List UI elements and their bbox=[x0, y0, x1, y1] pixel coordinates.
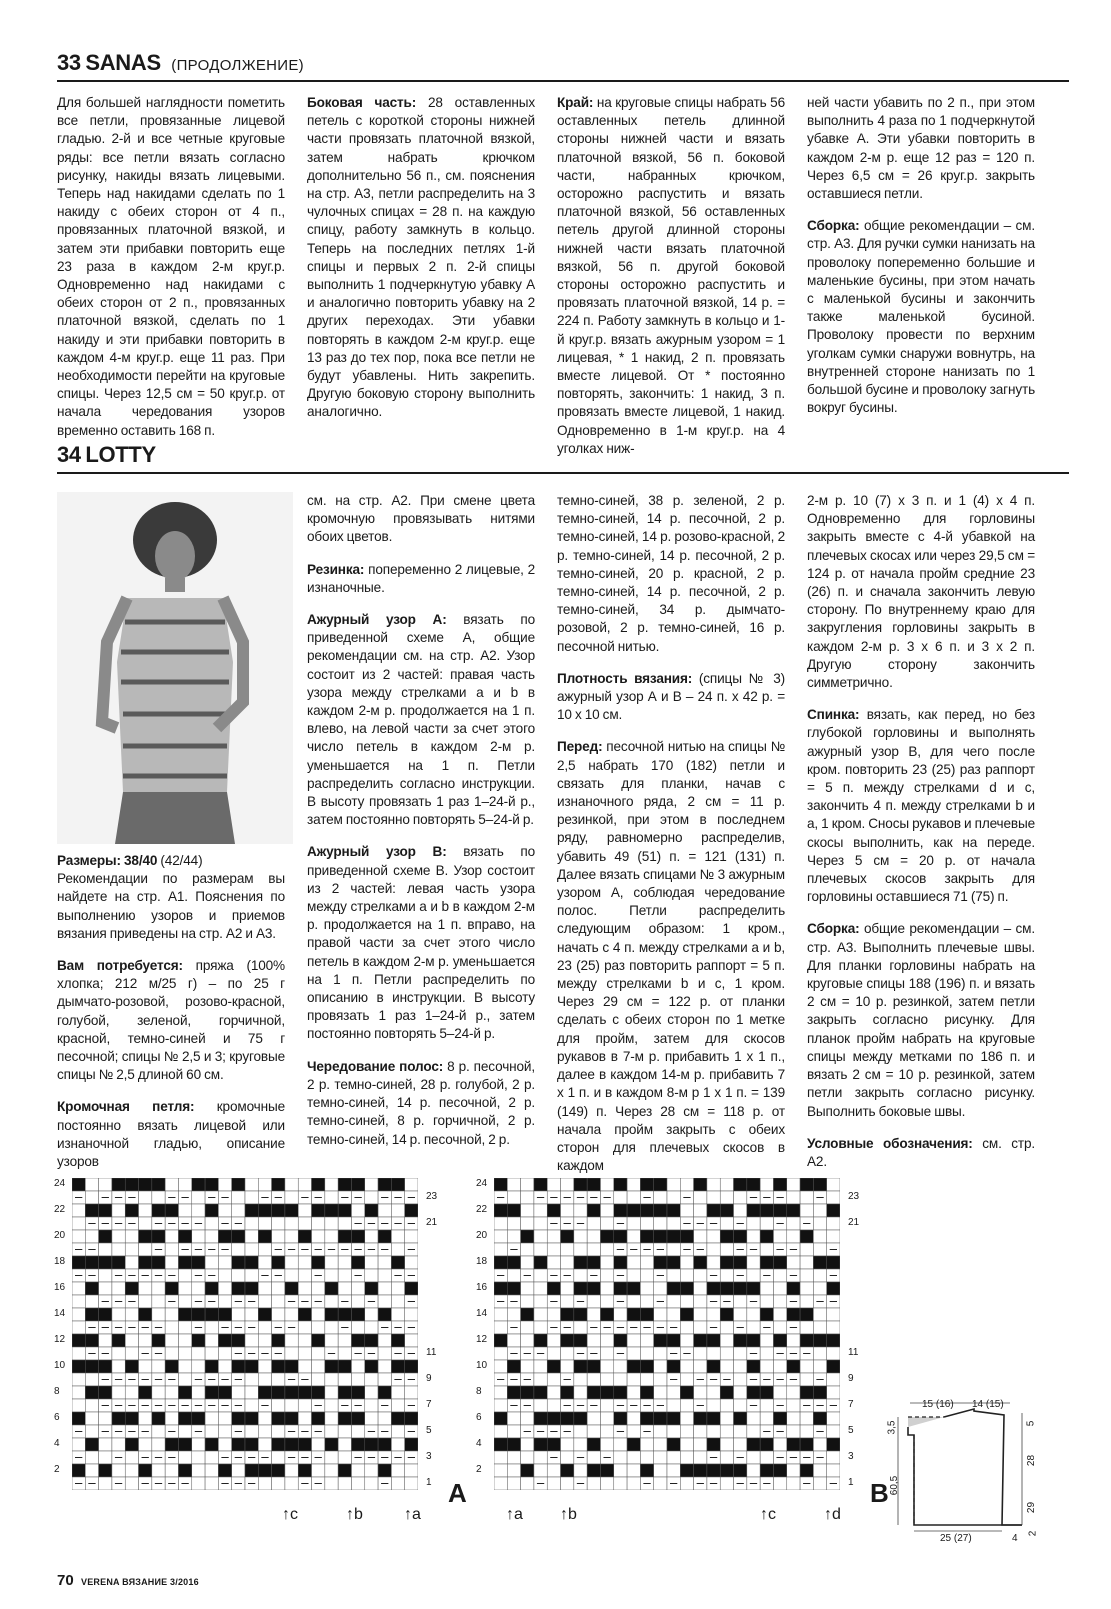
arrow-marker-a: ↑a bbox=[404, 1506, 421, 1523]
rib-text: попеременно 2 лицевые, 2 изнаночные. bbox=[307, 561, 535, 595]
model-photo bbox=[57, 492, 293, 844]
edge-label: Край: bbox=[557, 95, 594, 110]
side-part-label: Боковая часть: bbox=[307, 95, 417, 110]
arrow-marker-c: ↑c bbox=[282, 1506, 298, 1523]
edge-text: на круговые спицы набрать 56 оставленных петель длинной стороны нижней части и вязать платочной вязкой, 56 п. боковой части, набранных крючком, осторожно распустить и вязать платочной вязкой, 56 оставленных петель другой длинной стороны нижней части вязать платочной вязкой, 56 п. другой боковой стороны осторожно распустить и провязать платочной вязкой, 14 р. = 224 п. Работу замкнуть в кольцо и 1-й круг.р. вязать ажурным узором = 1 лицевая, * 1 накид, 2 п. провязать вместе лицевой. От * постоянно повторять, закончить: 1 накид, 3 п. провязать вместе лицевой, 1 накид. Одновременно в 1-м круг.р. на 4 уголках ниж- bbox=[557, 95, 785, 456]
arrow-marker-a: ↑a bbox=[506, 1506, 523, 1523]
selvage-continued: см. на стр. А2. При смене цвета кромочную провязывать нитями обоих цветов. bbox=[307, 493, 535, 545]
row-number: 9 bbox=[426, 1373, 432, 1384]
row-number: 3 bbox=[848, 1451, 854, 1462]
stripes-label: Чередование полос: bbox=[307, 1058, 444, 1074]
selvage-label: Кромочная петля: bbox=[57, 1099, 195, 1115]
s33-column-2 bbox=[307, 94, 535, 436]
row-number: 6 bbox=[476, 1412, 482, 1423]
assembly-text: общие рекомендации – см. стр. А3. Выполнить плечевые швы. Для планки горловины набрать на круговые спицы 188 (196) п. и вязать 2 см = 10 р. резинкой, затем петли закрыть согласно рисунку. Для планок пройм набрать на круговые спицы между метками по 186 п. и вязать 2 см = 10 р. резинкой, затем петли закрыть согласно рисунку. Выполнить боковые швы. bbox=[807, 921, 1035, 1119]
row-number: 4 bbox=[54, 1438, 60, 1449]
schematic-right-bottom: 2 bbox=[1027, 1530, 1039, 1537]
row-number: 2 bbox=[476, 1464, 482, 1475]
chart-a-letter: A bbox=[448, 1478, 467, 1508]
row-number: 11 bbox=[848, 1347, 859, 1358]
back-label: Спинка: bbox=[807, 707, 860, 723]
row-number: 22 bbox=[54, 1204, 66, 1215]
model-illustration bbox=[57, 492, 293, 844]
pattern-a-text: вязать по приведенной схеме А, общие рекомендации см. на стр. А2. Узор состоит из 2 частей: правая часть узора между стрелками а и b в каждом 2-м р. продолжается на 1 п. влево, на левой части за счет этого число петель в каждом 2-м р. уменьшается на 1 п. Петли распределить согласно инструкции. В высоту провязать 1 раз 1–24-й р., затем постоянно повторять 5–24-й р. bbox=[307, 612, 535, 828]
back-text: вязать, как перед, но без глубокой горловины и выполнять ажурный узор В, для чего после кром. повторить 23 (25) раз раппорт = 5 п. между стрелками d и с, закончить 4 п. между стрелками b и а, 1 кром. Сносы рукавов и плечевые скосы выполнить, как на переде. Через 5 см = 20 р. от начала плечевых скосов закрыть для горловины оставшиеся 71 (75) п. bbox=[807, 707, 1036, 905]
section-title: SANAS bbox=[85, 50, 161, 75]
row-number: 2 bbox=[54, 1464, 60, 1475]
schematic-right-mid1: 28 bbox=[1026, 1454, 1038, 1467]
schematic-top-right: 14 (15) bbox=[972, 1399, 1004, 1410]
row-number: 5 bbox=[848, 1425, 854, 1436]
chart-a-grid bbox=[72, 1178, 418, 1490]
pattern-a-label: Ажурный узор А: bbox=[307, 612, 447, 628]
arrow-marker-b: ↑b bbox=[560, 1506, 577, 1523]
row-number: 20 bbox=[476, 1230, 488, 1241]
magazine-name: VERENA ВЯЗАНИЕ 3/2016 bbox=[81, 1577, 199, 1587]
row-number: 23 bbox=[848, 1191, 860, 1202]
s34-column-3 bbox=[557, 492, 785, 1189]
page-number: 70 bbox=[57, 1572, 74, 1589]
row-number: 21 bbox=[426, 1217, 438, 1228]
s33-col4-text: ней части убавить по 2 п., при этом выполнить 4 раза по 1 подчеркнутой убавке А. Эти убавки повторить в каждом 2-м р. еще 12 раз = 120 п. Через 6,5 см = 26 круг.р. закрыть оставшиеся петли. bbox=[807, 95, 1035, 202]
sizes-text: Рекомендации по размерам вы найдете на стр. А1. Пояснения по выполнению узоров и приемов вязания приведены на стр. А2 и А3. bbox=[57, 871, 285, 941]
schematic-right-mid2: 29 bbox=[1026, 1501, 1038, 1514]
row-number: 8 bbox=[54, 1386, 60, 1397]
materials-text: пряжа (100% хлопка; 212 м/25 г) – по 25 г дымчато-розовой, розово-красной, голубой, зеленой, горчичной, красной, темно-синей и 75 г песочной; спицы № 2,5 и 3; круговые спицы № 2,5 длиной 60 см. bbox=[57, 958, 285, 1083]
row-number: 6 bbox=[54, 1412, 60, 1423]
row-number: 14 bbox=[476, 1308, 488, 1319]
row-number: 20 bbox=[54, 1230, 66, 1241]
s33-column-3 bbox=[557, 94, 785, 472]
row-number: 21 bbox=[848, 1217, 860, 1228]
row-number: 10 bbox=[54, 1360, 66, 1371]
assembly-label: Сборка: bbox=[807, 921, 860, 937]
row-number: 3 bbox=[426, 1451, 432, 1462]
schematic-bottom-right: 4 bbox=[1012, 1533, 1018, 1544]
row-number: 7 bbox=[848, 1399, 854, 1410]
row-number: 22 bbox=[476, 1204, 488, 1215]
schematic-top-left: 15 (16) bbox=[922, 1399, 954, 1410]
chart-b-grid bbox=[494, 1178, 840, 1490]
section-number: 33 bbox=[57, 50, 81, 75]
row-number: 16 bbox=[54, 1282, 66, 1293]
section-number: 34 bbox=[57, 442, 81, 467]
schematic-left-mid: 60,5 bbox=[889, 1475, 901, 1496]
stripes-continued: темно-синей, 38 р. зеленой, 2 р. темно-синей, 14 р. песочной, 2 р. темно-синей, 14 р. розово-красной, 2 р. темно-синей, 14 р. песочной, 2 р. темно-синей, 20 р. красной, 2 р. темно-синей, 14 р. песочной, 2 р. темно-синей, 34 р. дымчато-розовой, 2 р. темно-синей, 16 р. песочной нитью. bbox=[557, 493, 785, 654]
front-text: песочной нитью на спицы № 2,5 набрать 170 (182) петли и связать для планки, начав с изнаночного ряда, 2 см = 11 р. резинкой, при этом в последнем ряду, равномерно распределив, убавить 49 (51) п. = 121 (131) п. Далее вязать спицами № 3 ажурным узором А, соблюдая чередование полос. Петли распределить следующим образом: 1 кром., начать с 4 п. между стрелками а и b, 23 (25) раз повторить раппорт = 5 п. между стрелками b и с, 1 кром. Через 29 см = 122 р. от планки сделать с обеих сторон по 1 метке для пройм, затем для скосов рукавов в 7-м р. прибавить 1 х 1 п., далее в каждом 14-м р. прибавить 7 х 1 п. и в каждом 8-м р 1 х 1 п. = 139 (149) п. Через 28 см = 118 р. от начала пройм закрыть с обеих сторон для плечевых скосов в каждом bbox=[557, 739, 785, 1174]
chart-b-letter: B bbox=[870, 1478, 889, 1508]
pattern-b-text: вязать по приведенной схеме В. Узор состоит из 2 частей: левая часть узора между стрелками а и b в каждом 2-м р. продолжается на 1 п. вправо, на правой части за счет этого число петель в каждом 2-м р. уменьшается на 1 п. Петли распределить по описанию в инструкции. В высоту провязать 1 раз 1–24-й р., затем постоянно повторять 5–24-й р. bbox=[307, 844, 535, 1042]
s33-col1-text: Для большей наглядности пометить все петли, провязанные лицевой гладью. 2-й и все четные круговые ряды: все петли вязать согласно рисунку, накиды вязать лицевыми. Теперь над накидами сделать по 1 накиду с обеих сторон от 4 п., провязанных платочной вязкой, и затем эти прибавки повторить еще 23 раза в каждом 2-м круг.р. Одновременно над накидами с обеих сторон от 2 п., провязанных платочной вязкой, сделать по 1 накиду и эти прибавки повторить в каждом 4-м круг.р. еще 11 раз. При необходимости перейти на круговые спицы. Через 12,5 см = 50 круг.р. от начала чередования узоров временно оставить 168 п. bbox=[57, 95, 285, 438]
s34-column-2 bbox=[307, 492, 535, 1163]
row-number: 24 bbox=[54, 1178, 66, 1189]
sizes-label: Размеры: 38/40 bbox=[57, 853, 158, 868]
pattern-b-label: Ажурный узор В: bbox=[307, 844, 447, 860]
section-33-header bbox=[57, 50, 1069, 82]
row-number: 16 bbox=[476, 1282, 488, 1293]
materials-label: Вам потребуется: bbox=[57, 958, 183, 974]
row-number: 23 bbox=[426, 1191, 438, 1202]
schematic-bottom: 25 (27) bbox=[940, 1533, 972, 1544]
legend-text: см. стр. А2. bbox=[807, 1135, 1035, 1169]
row-number: 18 bbox=[476, 1256, 488, 1267]
section-title: LOTTY bbox=[85, 442, 156, 467]
assembly-label: Сборка: bbox=[807, 218, 860, 234]
row-number: 18 bbox=[54, 1256, 66, 1267]
front-continued: 2-м р. 10 (7) х 3 п. и 1 (4) х 4 п. Одновременно для горловины закрыть вместе с 4-й убавкой на плечевых скосах или через 29,5 см = 124 р. от начала пройм средние 23 (26) п. и сначала закончить левую сторону. По внутреннему краю для закругления горловины закрыть в каждом 2-м р. 3 х 6 п. и 3 х 2 п. Другую сторону закончить симметрично. bbox=[807, 493, 1035, 691]
row-number: 24 bbox=[476, 1178, 488, 1189]
arrow-marker-c: ↑c bbox=[760, 1506, 776, 1523]
row-number: 10 bbox=[476, 1360, 488, 1371]
selvage-text: кромочные постоянно вязать лицевой или изнаночной гладью, описание узоров bbox=[57, 1099, 286, 1170]
row-number: 4 bbox=[476, 1438, 482, 1449]
section-subtitle: (ПРОДОЛЖЕНИЕ) bbox=[171, 57, 304, 74]
s33-column-1 bbox=[57, 94, 285, 454]
assembly-text: общие рекомендации – см. стр. А3. Для ручки сумки нанизать на проволоку попеременно большие и маленькие бусины, при этом начать с маленькой бусины и закончить также маленькой бусиной. Проволоку провести по верхним уголкам сумки снаружи вовнутрь, на внутренней стороне нанизать по 1 большой бусине и проволоку загнуть вокруг бусины. bbox=[807, 218, 1035, 416]
legend-label: Условные обозначения: bbox=[807, 1135, 973, 1151]
row-number: 11 bbox=[426, 1347, 437, 1358]
rib-label: Резинка: bbox=[307, 561, 365, 577]
arrow-marker-d: ↑d bbox=[824, 1506, 841, 1523]
gauge-text: (спицы № 3) ажурный узор А и В – 24 п. х 42 р. = 10 х 10 см. bbox=[557, 670, 785, 723]
chart-a bbox=[72, 1178, 418, 1490]
row-number: 12 bbox=[476, 1334, 488, 1345]
page-footer bbox=[57, 1572, 199, 1589]
chart-b bbox=[494, 1178, 840, 1490]
row-number: 12 bbox=[54, 1334, 66, 1345]
row-number: 8 bbox=[476, 1386, 482, 1397]
row-number: 1 bbox=[426, 1477, 432, 1488]
row-number: 9 bbox=[848, 1373, 854, 1384]
s34-column-1 bbox=[57, 852, 285, 1185]
schematic-left-top: 3,5 bbox=[886, 1420, 898, 1435]
arrow-marker-b: ↑b bbox=[346, 1506, 363, 1523]
row-number: 5 bbox=[426, 1425, 432, 1436]
stripes-text: 8 р. песочной, 2 р. темно-синей, 28 р. голубой, 2 р. темно-синей, 14 р. песочной, 2 р. темно-синей, 8 р. горчичной, 2 р. темно-синей, 14 р. песочной, 2 р. bbox=[307, 1058, 535, 1147]
gauge-label: Плотность вязания: bbox=[557, 670, 693, 686]
sizes-alt: (42/44) bbox=[157, 853, 203, 868]
row-number: 14 bbox=[54, 1308, 66, 1319]
section-34-header bbox=[57, 442, 1069, 474]
row-number: 1 bbox=[848, 1477, 854, 1488]
s33-column-4 bbox=[807, 94, 1035, 431]
side-part-text: 28 оставленных петель с короткой стороны нижней части провязать платочной вязкой, затем набрать крючком дополнительно 56 п., см. пояснения на стр. А3, петли распределить на 3 чулочных спицах = 28 п. на каждую спицу, работу замкнуть в кольцо. Теперь на последних петлях 1-й спицы и первых 2 п. 2-й спицы выполнить 1 подчеркнутую убавку А и аналогично повторить убавку на 2 других переходах. Эти убавки повторять в каждом 2-м круг.р. еще 13 раз до тех пор, пока все петли не будут убавлены. Нить закрепить. Другую боковую сторону выполнить аналогично. bbox=[307, 95, 535, 420]
front-label: Перед: bbox=[557, 739, 603, 755]
schematic-right-top: 5 bbox=[1025, 1420, 1037, 1427]
s34-column-4 bbox=[807, 492, 1035, 1185]
row-number: 7 bbox=[426, 1399, 432, 1410]
